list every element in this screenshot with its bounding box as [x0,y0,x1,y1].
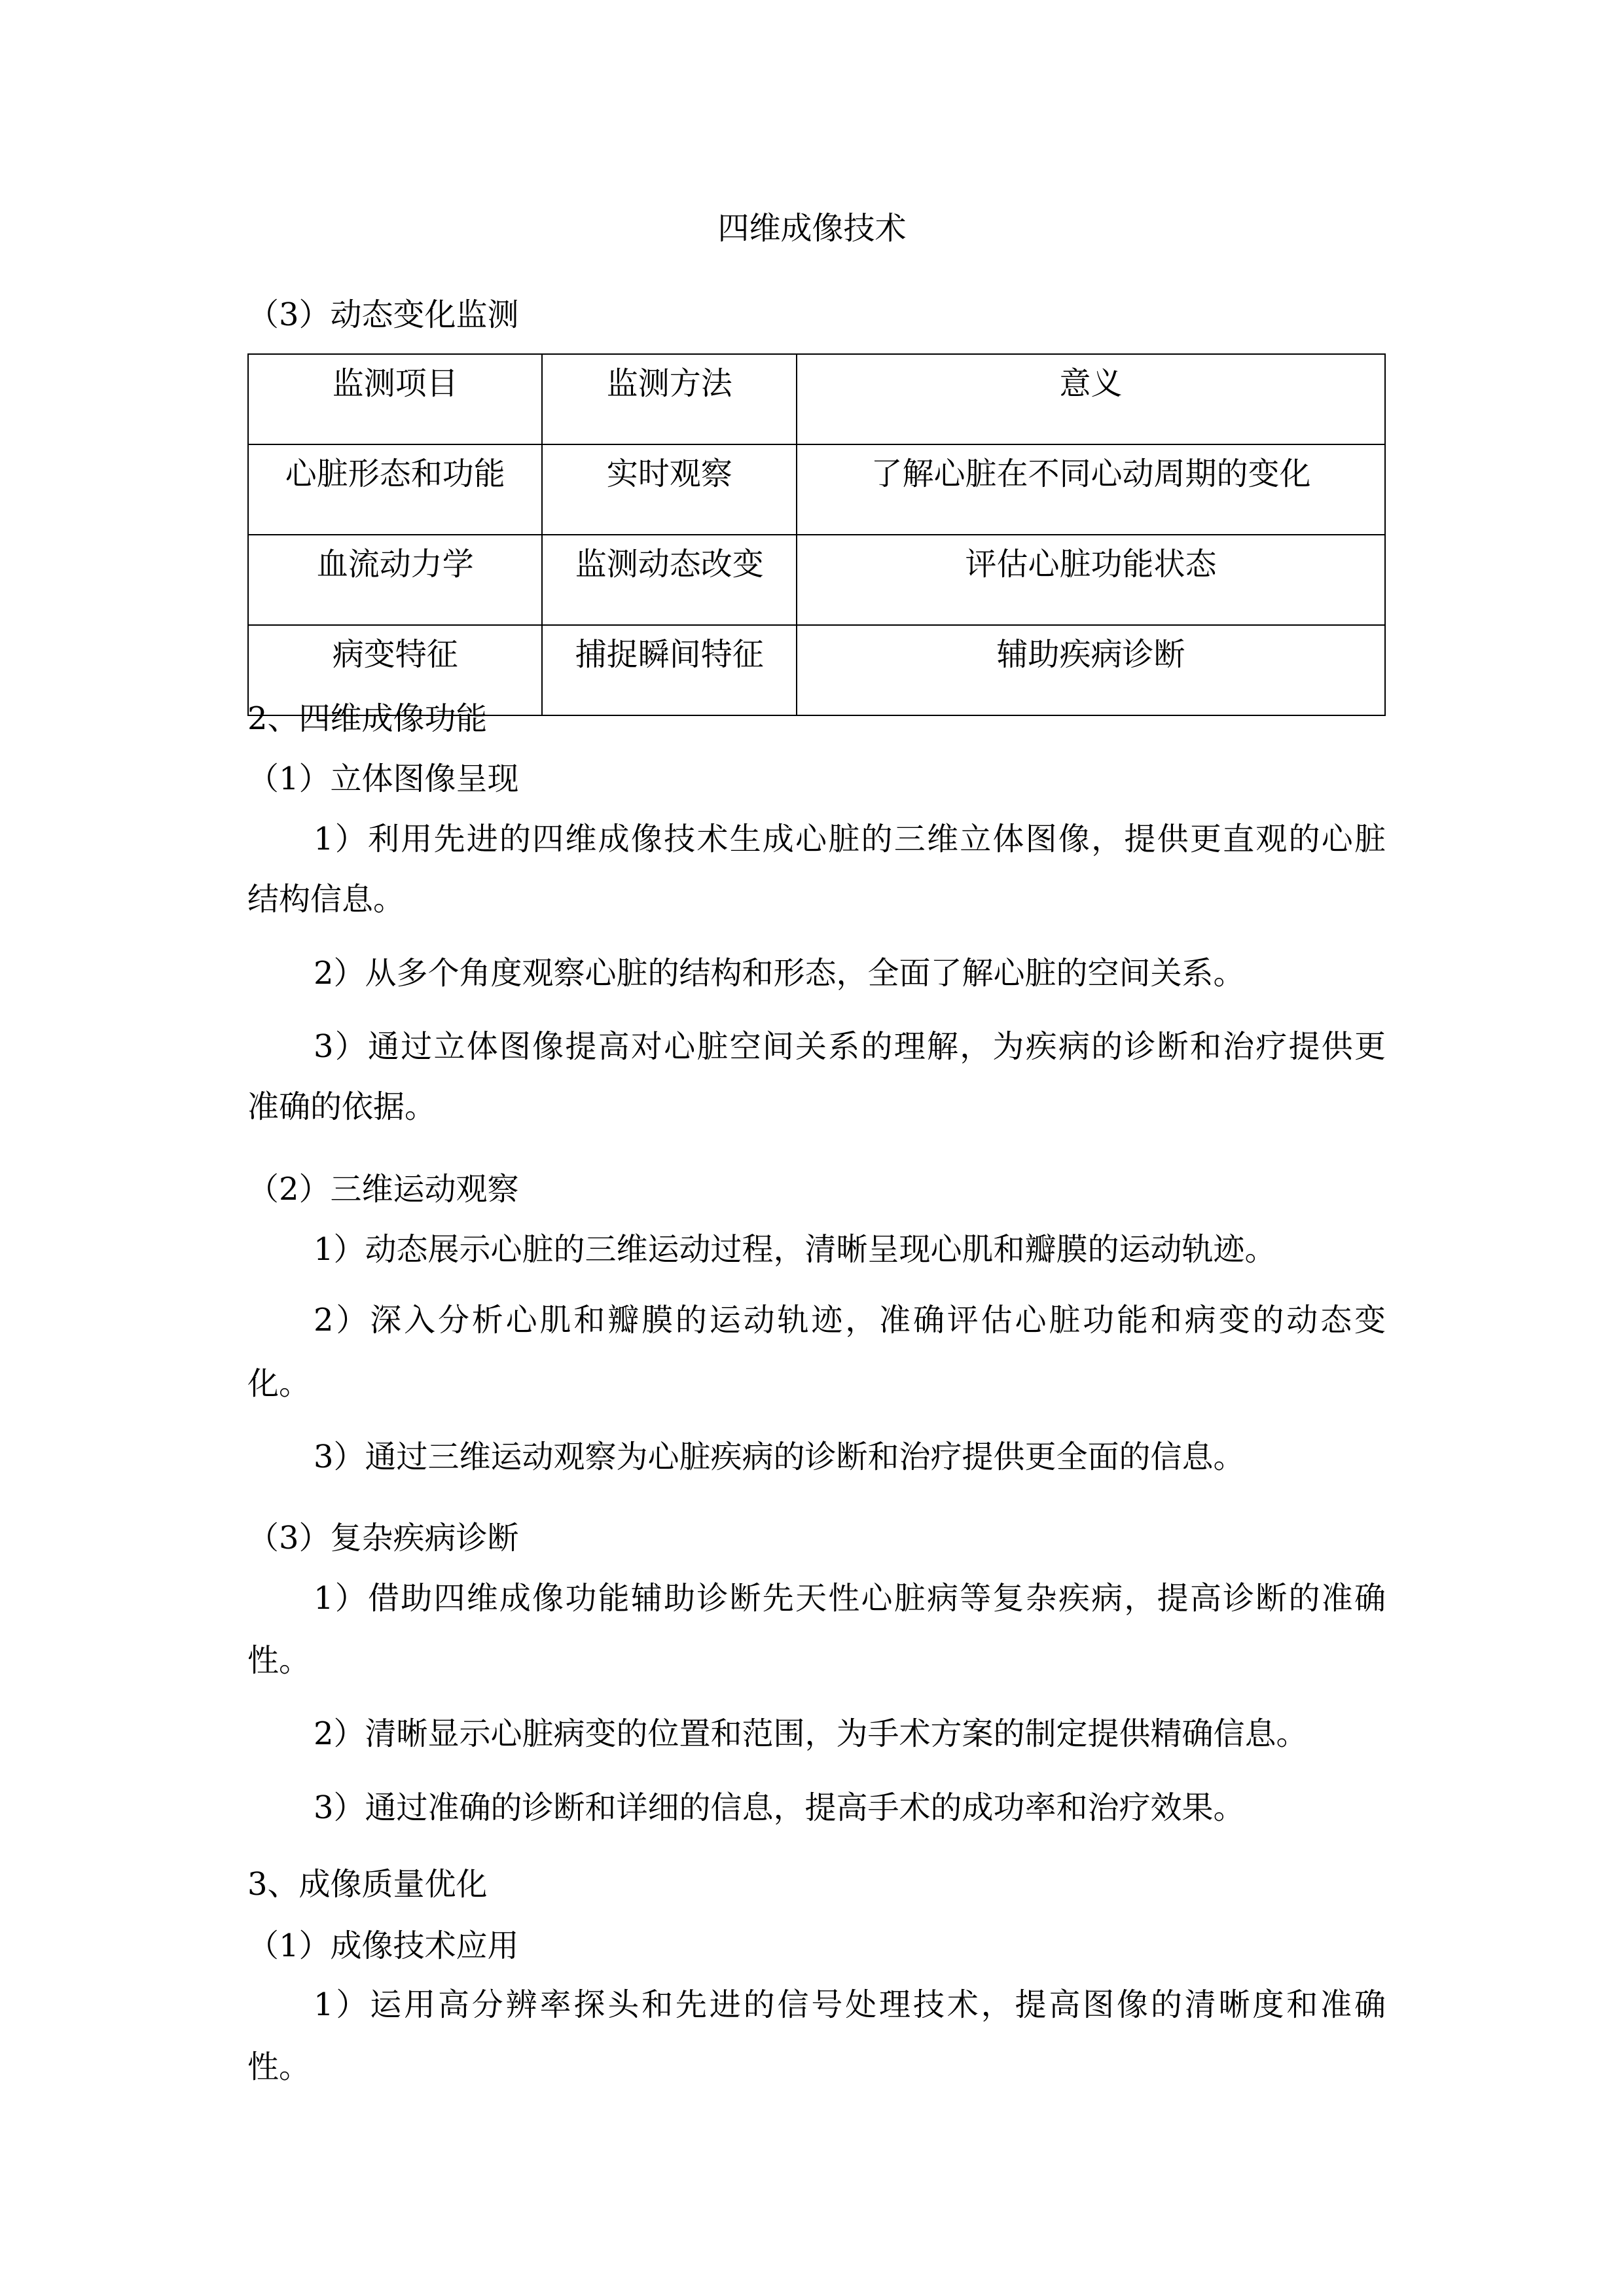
paragraph: 3）通过准确的诊断和详细的信息，提高手术的成功率和治疗效果。 [314,1789,1245,1826]
table-row [248,535,1385,625]
table-cell: 监测动态改变 [542,535,797,625]
page-title: 四维成像技术 [717,210,907,247]
paragraph-line: 1）利用先进的四维成像技术生成心脏的三维立体图像，提供更直观的心脏 [314,821,1386,857]
table-header: 意义 [797,354,1385,444]
heading-3: 3、成像质量优化 [247,1866,488,1903]
paragraph-line: 3）通过立体图像提高对心脏空间关系的理解，为疾病的诊断和治疗提供更 [314,1028,1386,1065]
table-cell: 病变特征 [248,625,542,715]
subheading: （1）立体图像呈现 [247,761,519,797]
heading-2: 2、四维成像功能 [247,700,488,737]
monitoring-table [247,353,1386,716]
paragraph: 3）通过三维运动观察为心脏疾病的诊断和治疗提供更全面的信息。 [314,1439,1245,1475]
table-header-row [248,354,1385,444]
table-cell: 捕捉瞬间特征 [542,625,797,715]
table-row [248,444,1385,535]
subheading: （3）复杂疾病诊断 [247,1520,519,1556]
paragraph-line: 1）借助四维成像功能辅助诊断先天性心脏病等复杂疾病，提高诊断的准确 [314,1580,1386,1617]
paragraph-line: 化。 [247,1365,311,1402]
paragraph: 1）动态展示心脏的三维运动过程，清晰呈现心肌和瓣膜的运动轨迹。 [314,1231,1276,1268]
paragraph-line: 2）深入分析心肌和瓣膜的运动轨迹，准确评估心脏功能和病变的动态变 [314,1302,1386,1338]
table-cell: 评估心脏功能状态 [797,535,1385,625]
paragraph-line: 结构信息。 [247,881,405,918]
table-cell: 辅助疾病诊断 [797,625,1385,715]
section-heading: （3）动态变化监测 [247,296,519,333]
table-cell: 了解心脏在不同心动周期的变化 [797,444,1385,535]
table-header: 监测方法 [542,354,797,444]
paragraph-line: 性。 [247,1642,311,1679]
subheading: （1）成像技术应用 [247,1928,519,1964]
subheading: （2）三维运动观察 [247,1171,519,1208]
paragraph-line: 1）运用高分辨率探头和先进的信号处理技术，提高图像的清晰度和准确 [314,1986,1386,2023]
paragraph: 2）清晰显示心脏病变的位置和范围，为手术方案的制定提供精确信息。 [314,1715,1308,1752]
paragraph-line: 准确的依据。 [247,1088,437,1125]
table-cell: 心脏形态和功能 [248,444,542,535]
paragraph: 2）从多个角度观察心脏的结构和形态，全面了解心脏的空间关系。 [314,955,1245,992]
table-header: 监测项目 [248,354,542,444]
paragraph-line: 性。 [247,2049,311,2085]
table-cell: 实时观察 [542,444,797,535]
table-cell: 血流动力学 [248,535,542,625]
